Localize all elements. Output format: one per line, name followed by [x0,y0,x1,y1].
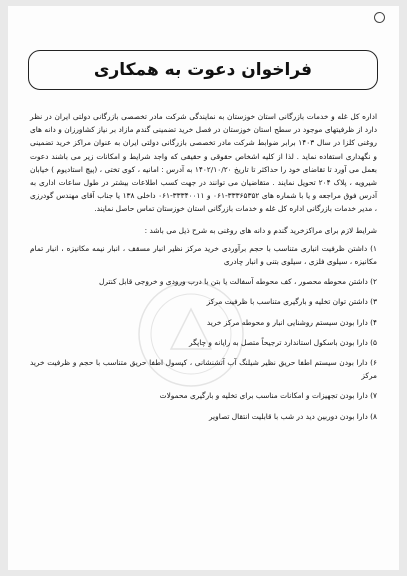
intro-paragraph: اداره کل غله و خدمات بازرگانی استان خوزستان به نمایندگی شرکت مادر تخصصی بازرگانی دولتی ایران در نظر دارد از ظرفیتهای موجود در سطح استان خوزستان در فصل خرید تضمینی گندم مازاد بر نیاز کشاورزان و دانه های روغنی کلزا در سال ۱۴۰۳ برابر ضوابط شرکت مادر تخصصی بازرگانی دولتی ایران به عنوان مراکز خرید تضمینی و نگهداری استفاده نماید . لذا از کلیه اشخاص حقوقی و حقیقی که واجد شرایط و امکانات زیر می باشند دعوت بعمل می آورد تا تقاضای خود را حداکثر تا تاریخ ۱۴۰۲/۱۰/۲۰ به آدرس : امانیه ، کوی تختی ، (پیچ استادیوم ) خیابان شیرویه ، پلاک ۲۰۴ تحویل نمایند . متقاضیان می توانند در جهت کسب اطلاعات بیشتر در طول ساعات اداری به آدرس فوق مراجعه و یا با شماره های ۳۳۳۶۵۳۵۲-۰۶۱ و ۳۳۳۴۰۰۱۱-۰۶۱ داخلی ۱۳۸ یا جناب آقای مهندس گودرزی ، مدیر خدمات بازرگانی اداره کل غله و خدمات بازرگانی استان خوزستان تماس حاصل نمایند. [30,112,378,214]
circle-mark-icon [374,12,385,23]
conditions-list [30,242,377,423]
list-item: ۱) داشتن ظرفیت انباری متناسب با حجم برآوردی خرید مرکز نظیر انبار مسقف ، انبار نیمه مکانیزه ، انبار تمام مکانیزه ، سیلوی فلزی ، سیلوی بتنی و انبار چادری [30,243,377,267]
conditions-heading: شرایط لازم برای مراکزخرید گندم و دانه های روغنی به شرح ذیل می باشد : [144,225,377,235]
list-item: ۵) دارا بودن باسکول استاندارد ترجیحاً متصل به رایانه و چاپگر [189,337,377,347]
list-item: ۸) دارا بودن دوربین دید در شب با قابلیت انتقال تصاویر [208,411,377,421]
document-page [8,6,399,570]
list-item: ۶) دارا بودن سیستم اطفا حریق نظیر شیلنگ آب آتشنشانی ، کپسول اطفا حریق متناسب با حجم و ظرفیت خرید مرکز [30,358,377,381]
document-body [30,110,377,430]
title-frame [28,50,378,90]
list-item: ۳) داشتن توان تخلیه و بارگیری متناسب با ظرفیت مرکز [206,297,377,307]
list-item: ۷) دارا بودن تجهیزات و امکانات مناسب برای تخلیه و بارگیری محمولات [159,391,377,401]
page-title: فراخوان دعوت به همکاری [93,60,313,80]
list-item: ۲) داشتن محوطه محصور ، کف محوطه آسفالت یا بتن با درب ورودی و خروجی قابل کنترل [99,277,377,287]
list-item: ۴) دارا بودن سیستم روشنایی انبار و محوطه مرکز خرید [206,317,377,327]
